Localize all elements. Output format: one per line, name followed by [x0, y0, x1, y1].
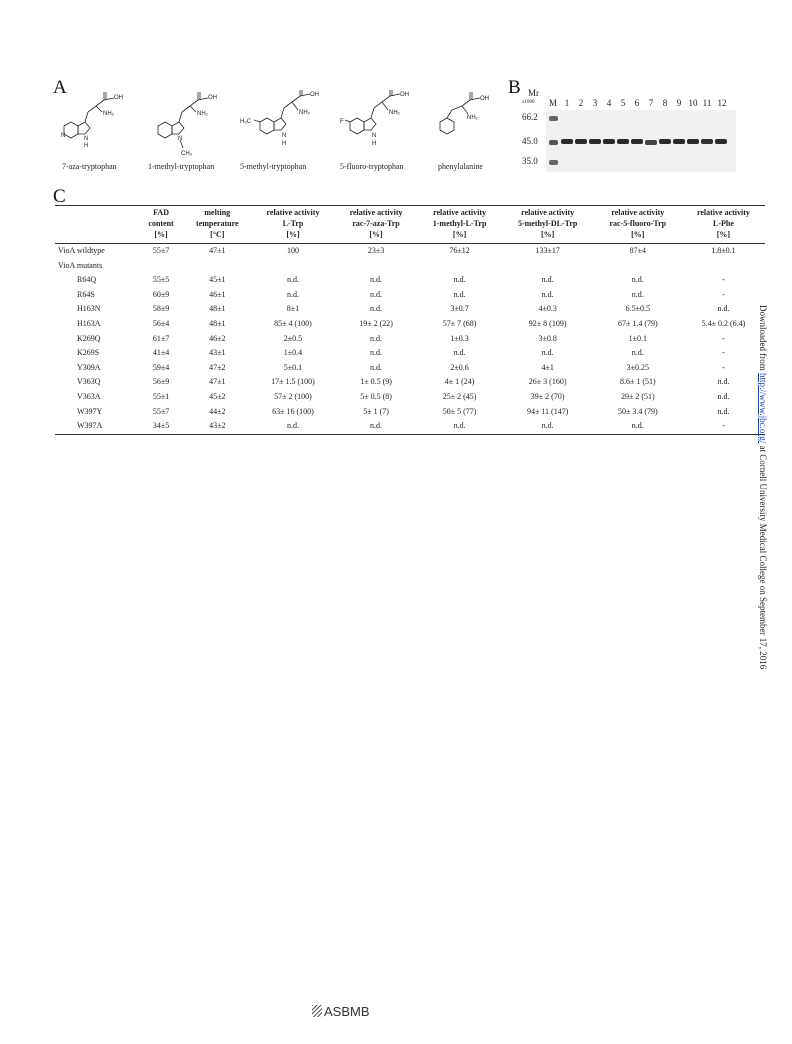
svg-text:H₃C: H₃C	[240, 119, 252, 125]
table-cell: n.d.	[370, 275, 383, 285]
column-header: relative activity L-Phe [%]	[682, 206, 765, 244]
table-cell: n.d.	[286, 275, 299, 285]
svg-text:H: H	[282, 141, 287, 147]
table-row	[55, 419, 765, 434]
gel-lane-label: 2	[578, 98, 584, 108]
gel-band	[549, 116, 558, 121]
table-cell: 4± 1 (24)	[444, 377, 475, 387]
download-note-suffix: at Cornell University Medical College on September 17, 2016	[758, 443, 768, 670]
activity-table	[55, 205, 765, 435]
table-cell: 25± 2 (45)	[442, 391, 477, 401]
table-cell: -	[722, 289, 725, 299]
table-cell: 6.5±0.5	[625, 304, 650, 314]
table-cell: 4±0.3	[538, 304, 557, 314]
table-cell: 2±0.6	[450, 362, 469, 372]
table-cell: H163A	[77, 318, 101, 328]
table-cell: n.d.	[541, 289, 554, 299]
table-cell: W397Y	[77, 406, 103, 416]
table-cell: n.d.	[631, 275, 644, 285]
column-header: melting temperature [°C]	[183, 206, 251, 244]
svg-text:NH₂: NH₂	[389, 110, 400, 116]
table-cell: 58±9	[152, 304, 170, 314]
table-cell: n.d.	[370, 348, 383, 358]
table-cell: 39± 2 (70)	[530, 391, 565, 401]
svg-text:N: N	[84, 136, 89, 142]
table-cell: 1±0.4	[283, 348, 303, 358]
sds-page-gel	[516, 86, 738, 176]
gel-band	[701, 139, 713, 144]
table-cell: 55±1	[152, 391, 170, 401]
structure-5-fluoro-tryptophan	[336, 90, 422, 158]
table-cell: n.d.	[453, 348, 466, 358]
table-row	[55, 375, 765, 390]
table-cell: 55±7	[152, 406, 170, 416]
structure-1-methyl-tryptophan	[152, 90, 232, 158]
table-cell: R64S	[77, 289, 95, 299]
table-row	[55, 317, 765, 332]
gel-lane-label: 3	[592, 98, 598, 108]
table-cell: 1±0.3	[450, 333, 469, 343]
table-cell: 76±12	[449, 246, 470, 255]
gel-band	[687, 139, 699, 144]
table-cell: 47±2	[209, 362, 226, 372]
table-row	[55, 332, 765, 347]
table-cell: n.d.	[541, 275, 554, 285]
molecule-name: phenylalanine	[438, 162, 483, 171]
table-cell: 46±2	[209, 333, 226, 343]
table-cell: K269S	[77, 348, 100, 358]
table-cell: n.d.	[717, 377, 730, 387]
table-cell: 46±1	[209, 289, 226, 299]
table-cell: 4±1	[541, 362, 554, 372]
table-cell: 55±7	[152, 246, 170, 255]
gel-band	[659, 139, 671, 144]
svg-text:OH: OH	[480, 96, 489, 102]
table-cell: 2±0.5	[283, 333, 303, 343]
table-cell: 17± 1.5 (100)	[271, 377, 315, 387]
gel-band	[673, 139, 685, 144]
gel-lane-label: 9	[676, 98, 682, 108]
table-cell: 8.6± 1 (51)	[619, 377, 656, 387]
svg-text:OH: OH	[310, 92, 319, 98]
table-cell: K269Q	[77, 333, 101, 343]
table-cell: 94± 11 (147)	[526, 406, 569, 416]
svg-text:H: H	[84, 143, 89, 149]
gel-lane-label: 12	[717, 98, 727, 108]
gel-band	[603, 139, 615, 144]
gel-band	[561, 139, 573, 144]
table-cell: -	[722, 348, 725, 358]
svg-text:NH₂: NH₂	[103, 111, 114, 117]
table-cell: 34±5	[139, 419, 183, 434]
gel-band	[575, 139, 587, 144]
table-cell: 61±7	[152, 333, 170, 343]
table-cell: 63± 16 (100)	[272, 406, 314, 416]
structure-phenylalanine	[434, 90, 504, 158]
structure-5-methyl-tryptophan	[240, 90, 326, 158]
table-cell: Y309A	[77, 362, 101, 372]
table-cell: n.d.	[717, 406, 730, 416]
gel-mr-label: Mr	[528, 88, 539, 98]
table-cell: n.d.	[286, 289, 299, 299]
gel-image	[546, 110, 736, 172]
table-cell: 5.4± 0.2 (6.4)	[701, 318, 746, 328]
table-cell: V363Q	[77, 377, 101, 387]
asbmb-logo-text: ASBMB	[324, 1004, 370, 1019]
table-cell: 5±0.1	[283, 362, 303, 372]
table-row	[55, 273, 765, 288]
table-cell: 87±4	[629, 246, 646, 255]
gel-lane-label: 4	[606, 98, 612, 108]
table-cell: 55±5	[152, 275, 170, 285]
table-cell: H163N	[77, 304, 101, 314]
table-cell: 19± 2 (22)	[359, 318, 393, 328]
table-cell: 50± 5 (77)	[442, 406, 477, 416]
svg-text:N: N	[61, 133, 66, 139]
download-note	[758, 305, 768, 725]
gel-lane-label: 7	[648, 98, 654, 108]
table-cell: n.d.	[502, 419, 594, 434]
table-cell: 85± 4 (100)	[274, 318, 312, 328]
table-cell: 133±17	[535, 246, 560, 255]
table-cell: 43±1	[209, 348, 226, 358]
table-cell: 5± 1 (7)	[363, 406, 389, 416]
gel-band	[715, 139, 727, 144]
table-cell: 43±2	[183, 419, 251, 434]
molecule-name: 5-methyl-tryptophan	[240, 162, 307, 171]
column-header: relative activity 5-methyl-DL-Trp [%]	[502, 206, 594, 244]
column-header	[55, 206, 139, 244]
table-cell: n.d.	[335, 419, 418, 434]
gel-band	[549, 160, 558, 165]
table-cell: -	[722, 275, 725, 285]
svg-text:F: F	[340, 119, 344, 125]
table-row	[55, 361, 765, 376]
gel-band	[589, 139, 601, 144]
table-header-row	[55, 206, 765, 244]
gel-marker-label: 35.0	[522, 156, 538, 166]
column-header: relative activity 1-methyl-L-Trp [%]	[418, 206, 502, 244]
table-cell: n.d.	[251, 419, 334, 434]
table-cell: 44±2	[209, 406, 226, 416]
table-cell: R64Q	[77, 275, 97, 285]
table-cell: 26± 3 (160)	[528, 377, 567, 387]
table-cell: 45±1	[209, 275, 226, 285]
gel-band	[631, 139, 643, 144]
table-cell: V363A	[77, 391, 101, 401]
download-link[interactable]: http://www.jbc.org/	[758, 372, 768, 444]
gel-lane-label: 1	[564, 98, 570, 108]
table-cell: 3±0.8	[538, 333, 557, 343]
table-cell: n.d.	[370, 289, 383, 299]
table-cell: 48±1	[209, 318, 226, 328]
table-cell: n.d.	[631, 348, 644, 358]
svg-text:OH: OH	[114, 95, 123, 101]
table-cell: 92± 8 (109)	[528, 318, 567, 328]
table-cell: 48±1	[209, 304, 226, 314]
gel-lane-label: 5	[620, 98, 626, 108]
table-cell: n.d.	[370, 304, 383, 314]
table-row-wildtype	[55, 244, 765, 259]
table-row	[55, 288, 765, 303]
svg-text:N: N	[372, 133, 377, 139]
table-cell: 1.8±0.1	[711, 246, 736, 255]
table-cell: 56±4	[152, 318, 170, 328]
panel-label-b: B	[508, 77, 521, 98]
svg-text:H: H	[372, 141, 377, 147]
table-cell: 47±1	[209, 377, 226, 387]
gel-mr-sub: x1000	[522, 100, 535, 105]
molecule-name: 5-fluoro-tryptophan	[340, 162, 404, 171]
table-cell: 100	[286, 246, 299, 255]
table-cell: n.d.	[370, 333, 383, 343]
table-section-label: VioA mutants	[58, 260, 103, 270]
svg-text:N: N	[282, 133, 287, 139]
gel-marker-label: 66.2	[522, 112, 538, 122]
gel-lane-label: 8	[662, 98, 668, 108]
table-cell: 50± 3.4 (79)	[617, 406, 658, 416]
table-cell: 3±0.25	[626, 362, 649, 372]
table-cell: -	[722, 333, 725, 343]
molecule-name: 7-aza-tryptophan	[62, 162, 117, 171]
table-cell: W397A	[55, 419, 139, 434]
svg-text:NH₂: NH₂	[467, 115, 478, 121]
table-cell: n.d.	[370, 362, 383, 372]
table-row	[55, 405, 765, 420]
table-row-mutants-label	[55, 259, 765, 274]
svg-text:N: N	[178, 136, 183, 142]
table-cell: 59±4	[152, 362, 170, 372]
table-cell: 5± 0.5 (8)	[360, 391, 392, 401]
table-row	[55, 346, 765, 361]
table-cell: n.d.	[717, 391, 730, 401]
table-cell: VioA wildtype	[58, 246, 105, 255]
gel-marker-label: 45.0	[522, 136, 538, 146]
gel-band	[645, 140, 657, 145]
column-header: FAD content [%]	[139, 206, 183, 244]
table-cell: n.d.	[453, 275, 466, 285]
table-cell: 3±0.7	[450, 304, 469, 314]
table-cell: n.d.	[418, 419, 502, 434]
table-cell: n.d.	[453, 289, 466, 299]
table-cell: 23±3	[367, 246, 385, 255]
column-header: relative activity rac-5-fluoro-Trp [%]	[594, 206, 682, 244]
table-cell: 57± 7 (68)	[442, 318, 477, 328]
table-cell: n.d.	[594, 419, 682, 434]
table-row	[55, 302, 765, 317]
gel-band	[617, 139, 629, 144]
gel-lane-label: M	[548, 98, 557, 108]
svg-text:NH₂: NH₂	[299, 110, 310, 116]
svg-text:CH₃: CH₃	[181, 151, 193, 157]
table-cell: n.d.	[631, 289, 644, 299]
table-cell: 57± 2 (100)	[274, 391, 312, 401]
table-cell: -	[682, 419, 765, 434]
gel-lane-label: 10	[688, 98, 698, 108]
molecule-name: 1-methyl-tryptophan	[148, 162, 215, 171]
table-cell: 8±1	[286, 304, 300, 314]
table-cell: 29± 2 (51)	[620, 391, 655, 401]
panel-label-a: A	[53, 77, 67, 98]
gel-lane-label: 11	[702, 98, 712, 108]
structure-7-aza-tryptophan	[58, 90, 138, 158]
svg-text:OH: OH	[400, 92, 409, 98]
column-header: relative activity rac-7-aza-Trp [%]	[335, 206, 418, 244]
gel-band	[549, 140, 558, 145]
table-cell: 1±0.1	[628, 333, 647, 343]
table-row	[55, 390, 765, 405]
table-cell: 67± 1.4 (79)	[617, 318, 658, 328]
download-note-prefix: Downloaded from	[758, 305, 768, 373]
table-cell: 47±1	[209, 246, 226, 255]
svg-text:NH₂: NH₂	[197, 111, 208, 117]
gel-lane-label: 6	[634, 98, 640, 108]
table-cell: 56±9	[152, 377, 170, 387]
asbmb-logo	[312, 1004, 370, 1019]
table-cell: 41±4	[152, 348, 170, 358]
table-cell: 45±2	[209, 391, 226, 401]
table-cell: n.d.	[541, 348, 554, 358]
panel-label-c: C	[53, 186, 66, 207]
table-cell: -	[722, 362, 725, 372]
table-cell: 60±9	[152, 289, 170, 299]
table-cell: 1± 0.5 (9)	[360, 377, 392, 387]
svg-text:OH: OH	[208, 95, 217, 101]
column-header: relative activity L-Trp [%]	[251, 206, 334, 244]
table-cell: n.d.	[717, 304, 730, 314]
asbmb-logo-icon	[312, 1005, 322, 1017]
